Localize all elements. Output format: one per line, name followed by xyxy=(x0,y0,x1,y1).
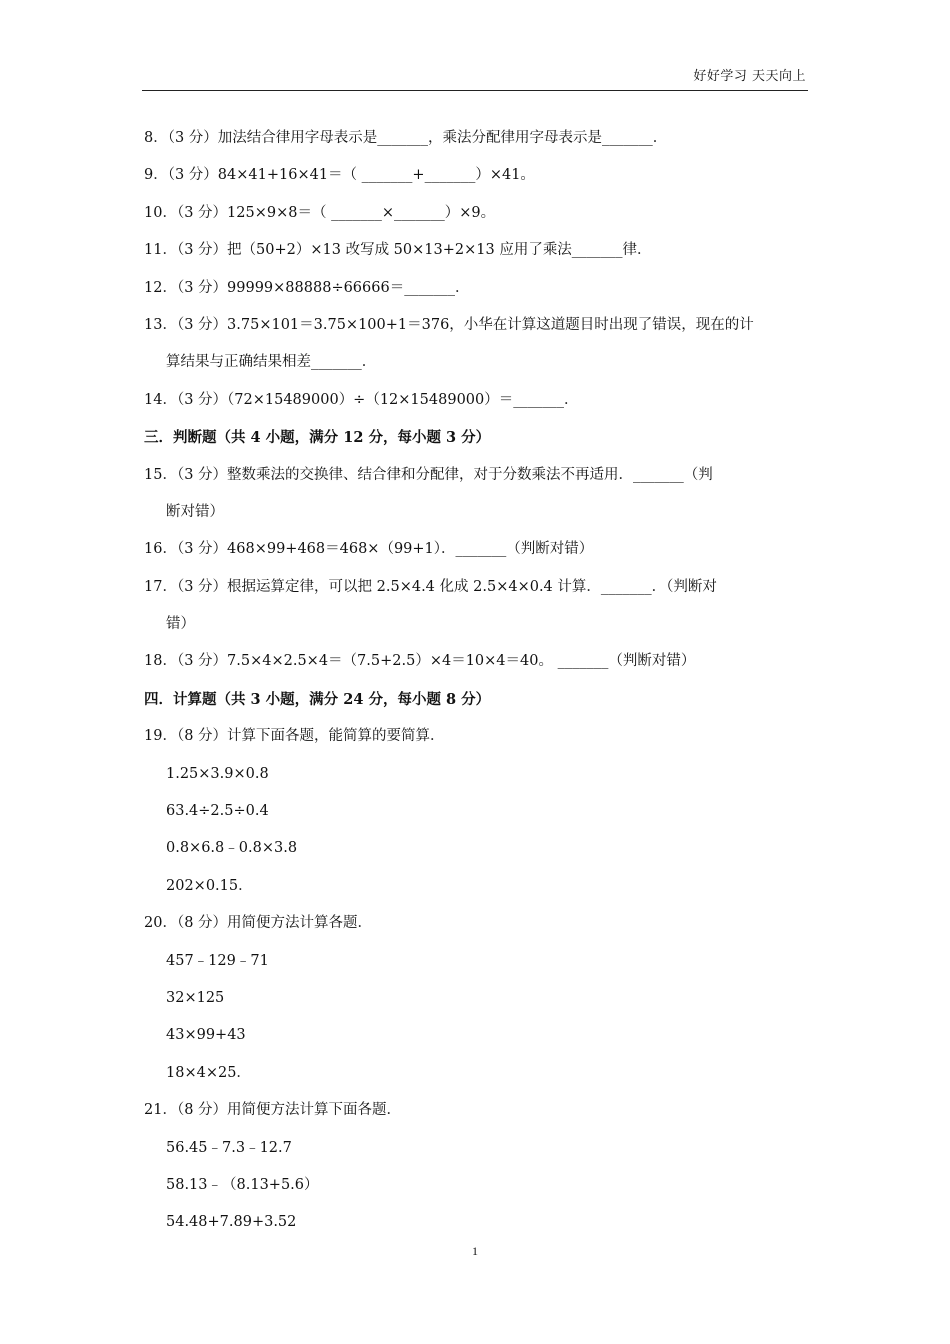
text-line-continued: 0.8×6.8﹣0.8×3.8 xyxy=(166,840,298,857)
question-line: 20．（8 分）用简便方法计算各题． xyxy=(144,915,373,932)
question-line: 19．（8 分）计算下面各题，能简算的要简算． xyxy=(144,728,445,745)
text-line-continued: 断对错） xyxy=(166,503,224,520)
text-line-continued: 56.45﹣7.3﹣12.7 xyxy=(166,1139,292,1156)
question-line: 14．（3 分）（72×15489000）÷（12×15489000）＝_______． xyxy=(144,391,579,408)
section-heading: 三．判断题（共 4 小题，满分 12 分，每小题 3 分） xyxy=(144,429,491,447)
text-line-continued: 58.13﹣（8.13+5.6） xyxy=(166,1176,319,1193)
question-line: 9．（3 分）84×41+16×41＝（ _______+_______）×41。 xyxy=(144,167,535,184)
page-number: 1 xyxy=(472,1244,478,1258)
text-line-continued: 错） xyxy=(166,616,195,633)
question-line: 17．（3 分）根据运算定律，可以把 2.5×4.4 化成 2.5×4×0.4 计算．_______．（判断对 xyxy=(144,578,717,595)
text-line-continued: 1.25×3.9×0.8 xyxy=(166,765,269,782)
text-line-continued: 54.48+7.89+3.52 xyxy=(166,1214,297,1231)
text-line-continued: 32×125 xyxy=(166,989,225,1006)
text-line-continued: 18×4×25． xyxy=(166,1064,251,1081)
header-slogan: 好好学习 天天向上 xyxy=(693,69,806,84)
text-line-continued: 457﹣129﹣71 xyxy=(166,952,269,969)
question-line: 13．（3 分）3.75×101＝3.75×100+1＝376，小华在计算这道题目时出现了错误，现在的计 xyxy=(144,316,754,333)
question-line: 8．（3 分）加法结合律用字母表示是_______，乘法分配律用字母表示是_______． xyxy=(144,130,668,146)
text-line-continued: 63.4÷2.5÷0.4 xyxy=(166,803,269,820)
document-body xyxy=(144,120,808,1242)
page-header xyxy=(142,62,808,91)
question-line: 11．（3 分）把（50+2）×13 改写成 50×13+2×13 应用了乘法_______律． xyxy=(144,242,652,259)
question-line: 18．（3 分）7.5×4×2.5×4＝（7.5+2.5）×4＝10×4＝40。 _______（判断对错） xyxy=(144,653,696,670)
text-line-continued: 算结果与正确结果相差_______． xyxy=(166,354,377,371)
text-line-continued: 202×0.15． xyxy=(166,877,253,894)
question-line: 12．（3 分）99999×88888÷66666＝_______． xyxy=(144,279,470,296)
question-line: 16．（3 分）468×99+468＝468×（99+1）．_______（判断对错） xyxy=(144,541,594,558)
question-line: 21．（8 分）用简便方法计算下面各题． xyxy=(144,1102,402,1119)
question-line: 10．（3 分）125×9×8＝（ _______×_______）×9。 xyxy=(144,204,496,221)
question-line: 15．（3 分）整数乘法的交换律、结合律和分配律，对于分数乘法不再适用．_______（判 xyxy=(144,466,713,483)
section-heading: 四．计算题（共 3 小题，满分 24 分，每小题 8 分） xyxy=(144,690,491,708)
text-line-continued: 43×99+43 xyxy=(166,1027,246,1044)
